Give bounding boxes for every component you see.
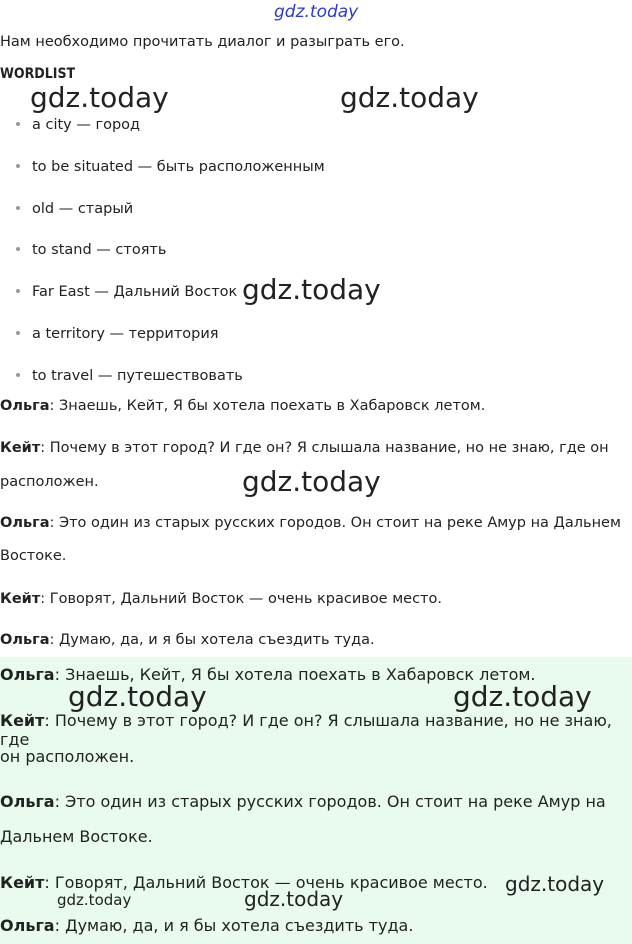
list-item-text: to be situated — быть расположенным bbox=[32, 159, 325, 175]
dialog-text: : Думаю, да, и я бы хотела съездить туда. bbox=[54, 916, 414, 935]
dialog-text: : Знаешь, Кейт, Я бы хотела поехать в Хабаровск летом. bbox=[49, 398, 486, 414]
list-item bbox=[16, 240, 166, 260]
watermark: gdz.today bbox=[242, 273, 381, 306]
wordlist-heading: WORDLIST bbox=[0, 66, 76, 82]
speaker-name: Ольга bbox=[0, 398, 50, 414]
bullet-icon bbox=[16, 247, 20, 251]
bullet-icon bbox=[16, 373, 20, 377]
dialog-line bbox=[0, 632, 628, 648]
speaker-name: Кейт bbox=[0, 711, 45, 730]
speaker-name: Ольга bbox=[0, 632, 50, 648]
speaker-name: Кейт bbox=[0, 873, 45, 892]
dialog-line bbox=[0, 792, 630, 811]
dialog-line bbox=[0, 916, 630, 935]
speaker-name: Кейт bbox=[0, 440, 41, 456]
dialog-text: : Почему в этот город? И где он? Я слышала название, но не знаю, где он bbox=[40, 440, 609, 456]
intro-text: Нам необходимо прочитать диалог и разыграть его. bbox=[0, 34, 405, 50]
dialog-text: : Говорят, Дальний Восток — очень красивое место. bbox=[44, 873, 488, 892]
speaker-name: Ольга bbox=[0, 792, 55, 811]
watermark: gdz.today bbox=[68, 680, 207, 713]
bullet-icon bbox=[16, 289, 20, 293]
watermark: gdz.today bbox=[242, 465, 381, 498]
dialog-line bbox=[0, 440, 628, 456]
dialog-line-continued: Дальнем Востоке. bbox=[0, 827, 153, 846]
list-item bbox=[16, 282, 237, 302]
list-item bbox=[16, 157, 325, 177]
bullet-icon bbox=[16, 331, 20, 335]
watermark: gdz.today bbox=[57, 891, 132, 909]
dialog-text: : Это один из старых русских городов. Он стоит на реке Амур на Дальнем bbox=[49, 515, 621, 531]
dialog-line-continued: Востоке. bbox=[0, 548, 67, 564]
list-item-text: old — старый bbox=[32, 201, 134, 217]
dialog-line bbox=[0, 711, 630, 749]
list-item-text: a territory — территория bbox=[32, 326, 219, 342]
speaker-name: Кейт bbox=[0, 591, 41, 607]
list-item-text: Far East — Дальний Восток bbox=[32, 284, 238, 300]
dialog-text: : Почему в этот город? И где он? Я слышала название, но не знаю, где bbox=[0, 711, 612, 749]
list-item bbox=[16, 115, 140, 135]
dialog-text: : Это один из старых русских городов. Он стоит на реке Амур на bbox=[54, 792, 606, 811]
watermark: gdz.today bbox=[505, 872, 605, 896]
list-item bbox=[16, 199, 133, 219]
watermark: gdz.today bbox=[453, 680, 592, 713]
dialog-line-continued: он расположен. bbox=[0, 747, 135, 766]
speaker-name: Ольга bbox=[0, 665, 55, 684]
bullet-icon bbox=[16, 206, 20, 210]
dialog-text: : Думаю, да, и я бы хотела съездить туда. bbox=[49, 632, 375, 648]
list-item bbox=[16, 366, 243, 386]
dialog-line-continued: расположен. bbox=[0, 474, 99, 490]
bullet-icon bbox=[16, 122, 20, 126]
list-item-text: a city — город bbox=[32, 117, 141, 133]
watermark: gdz.today bbox=[340, 81, 479, 114]
dialog-line bbox=[0, 398, 628, 414]
watermark: gdz.today bbox=[30, 81, 169, 114]
bullet-icon bbox=[16, 164, 20, 168]
speaker-name: Ольга bbox=[0, 916, 55, 935]
dialog-text: : Говорят, Дальний Восток — очень красивое место. bbox=[40, 591, 442, 607]
dialog-text: : Знаешь, Кейт, Я бы хотела поехать в Хабаровск летом. bbox=[54, 665, 536, 684]
dialog-line bbox=[0, 515, 628, 531]
watermark-top: gdz.today bbox=[274, 2, 359, 22]
dialog-line bbox=[0, 591, 628, 607]
watermark: gdz.today bbox=[244, 887, 344, 911]
speaker-name: Ольга bbox=[0, 515, 50, 531]
list-item-text: to stand — стоять bbox=[32, 242, 167, 258]
list-item bbox=[16, 324, 218, 344]
list-item-text: to travel — путешествовать bbox=[32, 368, 243, 384]
